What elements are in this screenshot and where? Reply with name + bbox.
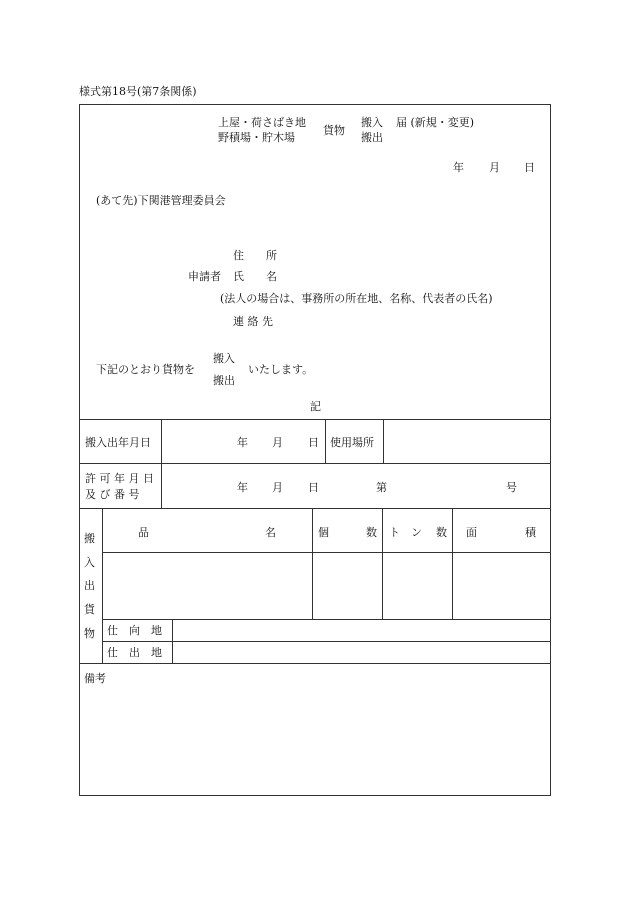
ki-label: 記 — [310, 400, 321, 413]
goods-vertical-label-1: 搬 — [84, 532, 95, 545]
vline-label-col — [161, 419, 162, 508]
col-count-1: 個 — [318, 526, 329, 539]
destination-label: 仕 向 地 — [107, 624, 162, 637]
divider-permit-row — [79, 508, 551, 509]
divider-ki — [79, 419, 551, 420]
vline-place-label-left — [325, 419, 326, 463]
col-area-1: 面 — [466, 526, 477, 539]
addressee: (あて先)下関港管理委員会 — [96, 194, 226, 207]
title-place-line1: 上屋・荷さばき地 — [218, 116, 306, 129]
statement-carry-in: 搬入 — [213, 352, 235, 365]
statement-prefix: 下記のとおり貨物を — [96, 363, 195, 376]
col-item-2: 名 — [265, 526, 276, 539]
permit-label-line1: 許 可 年 月 日 — [85, 472, 154, 485]
divider-goods-body — [102, 619, 551, 620]
title-place-line2: 野積場・貯木場 — [218, 131, 295, 144]
permit-year: 年 — [237, 481, 248, 494]
permit-dai: 第 — [376, 481, 387, 494]
usage-place-label: 使用場所 — [330, 436, 374, 449]
title-goods: 貨物 — [323, 124, 345, 137]
vline-goods-label — [102, 508, 103, 663]
title-carry-in: 搬入 — [361, 116, 383, 129]
col-ton-2: 数 — [436, 526, 447, 539]
date-year: 年 — [453, 161, 464, 174]
permit-label-line2: 及 び 番 号 — [85, 488, 140, 501]
carry-date-month: 月 — [272, 436, 283, 449]
carry-date-day: 日 — [308, 436, 319, 449]
applicant-name-label: 氏 名 — [233, 270, 277, 283]
goods-vertical-label-4: 貨 — [84, 603, 95, 616]
goods-vertical-label-5: 物 — [84, 627, 95, 640]
applicant-contact-label: 連 絡 先 — [233, 315, 273, 328]
title-carry-out: 搬出 — [361, 131, 383, 144]
origin-label: 仕 出 地 — [107, 646, 162, 659]
statement-suffix: いたします。 — [248, 363, 314, 376]
permit-go: 号 — [506, 481, 517, 494]
remarks-label: 備考 — [84, 672, 106, 685]
permit-month: 月 — [272, 481, 283, 494]
statement-carry-out: 搬出 — [213, 374, 235, 387]
applicant-role-label: 申請者 — [188, 270, 221, 283]
title-notice: 届 (新規・変更) — [396, 116, 475, 129]
date-day: 日 — [524, 161, 535, 174]
vline-origin-label — [172, 619, 173, 663]
divider-destination — [102, 641, 551, 642]
divider-remarks — [79, 663, 551, 664]
carry-date-year: 年 — [237, 436, 248, 449]
form-frame — [79, 104, 551, 796]
col-area-2: 積 — [525, 526, 536, 539]
divider-date-row — [79, 463, 551, 464]
vline-area-col — [452, 508, 453, 619]
col-ton-1: ト ン — [389, 526, 422, 539]
permit-day: 日 — [308, 481, 319, 494]
form-number: 様式第18号(第7条関係) — [79, 85, 197, 98]
vline-count-col — [312, 508, 313, 619]
goods-vertical-label-2: 入 — [84, 556, 95, 569]
applicant-address-label: 住 所 — [233, 249, 277, 262]
carry-date-label: 搬入出年月日 — [85, 436, 151, 449]
goods-vertical-label-3: 出 — [84, 579, 95, 592]
divider-goods-header — [102, 552, 551, 553]
date-month: 月 — [489, 161, 500, 174]
vline-ton-col — [382, 508, 383, 619]
col-count-2: 数 — [366, 526, 377, 539]
applicant-corporate-note: (法人の場合は、事務所の所在地、名称、代表者の氏名) — [220, 292, 493, 305]
col-item-1: 品 — [138, 526, 149, 539]
vline-place-label-right — [383, 419, 384, 463]
